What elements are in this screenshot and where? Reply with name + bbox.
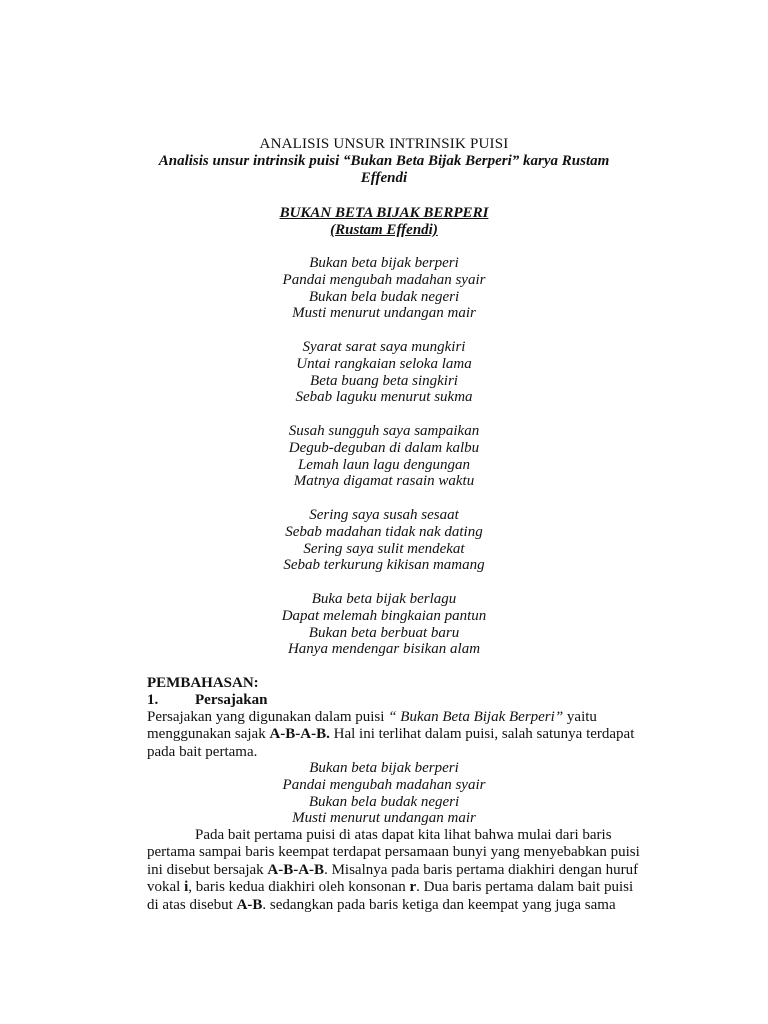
intro-paragraph — [147, 709, 657, 761]
rhyme-scheme: A-B — [236, 896, 263, 913]
poem-stanza-4 — [0, 507, 768, 574]
poem-line: Bukan beta berbuat baru — [308, 624, 460, 641]
text-run: Persajakan yang digunakan dalam puisi — [147, 709, 389, 725]
poem-line: Pandai mengubah madahan syair — [282, 271, 486, 288]
poem-line: Syarat sarat saya mungkiri — [302, 339, 466, 355]
document-title: ANALISIS UNSUR INTRINSIK PUISI — [259, 136, 509, 152]
quoted-stanza — [0, 760, 768, 827]
discussion-heading: PEMBAHASAN: — [147, 675, 259, 691]
paragraph-line — [147, 897, 657, 914]
section-heading-persajakan — [147, 692, 268, 709]
poem-line: Bukan beta bijak berperi — [309, 255, 459, 271]
poem-title-reference: “ Bukan Beta Bijak Berperi” — [388, 709, 564, 725]
rhyme-scheme: A-B-A-B. — [269, 726, 330, 743]
text-run: . Misalnya pada baris pertama diakhiri dengan huruf — [324, 861, 639, 878]
poem-line: Degub-deguban di dalam kalbu — [288, 439, 480, 456]
text-run: Hal ini terlihat dalam puisi, salah satunya terdapat — [329, 726, 635, 743]
document-subtitle: Analisis unsur intrinsik puisi “Bukan Beta Bijak Berperi” karya Rustam Effendi — [158, 153, 610, 186]
poem-author: (Rustam Effendi) — [330, 222, 438, 238]
emphasis-letter: r — [409, 879, 417, 896]
paragraph-line — [147, 726, 657, 743]
poem-line: Sebab terkurung kikisan mamang — [283, 557, 485, 574]
poem-line: Hanya mendengar bisikan alam — [287, 641, 481, 658]
poem-line: Pandai mengubah madahan syair — [282, 776, 486, 793]
paragraph-line: pada bait pertama. — [147, 743, 258, 760]
paragraph-line — [147, 709, 657, 726]
poem-line: Bukan beta bijak berperi — [309, 760, 459, 776]
text-run: menggunakan sajak — [147, 726, 270, 743]
poem-line: Musti menurut undangan mair — [292, 810, 476, 827]
text-run: , baris kedua diakhiri oleh konsonan — [188, 879, 410, 896]
poem-line: Susah sungguh saya sampaikan — [288, 423, 480, 439]
rhyme-scheme: A-B-A-B — [267, 861, 325, 878]
paragraph-line: pertama sampai baris keempat terdapat persamaan bunyi yang menyebabkan puisi — [147, 844, 640, 861]
poem-line: Musti menurut undangan mair — [292, 305, 476, 322]
text-run: . Dua baris pertama dalam bait puisi — [416, 879, 634, 896]
text-run: ini disebut bersajak — [147, 861, 268, 878]
poem-line: Bukan bela budak negeri — [308, 793, 460, 810]
emphasis-letter: i — [184, 879, 189, 896]
text-run: yaitu — [563, 709, 597, 725]
paragraph-line — [147, 862, 657, 879]
paragraph-line — [147, 879, 657, 896]
poem-line: Lemah laun lagu dengungan — [297, 456, 471, 473]
poem-line: Bukan bela budak negeri — [308, 288, 460, 305]
poem-line: Dapat melemah bingkaian pantun — [281, 607, 487, 624]
poem-line: Sering saya susah sesaat — [309, 507, 459, 523]
section-number: 1. — [147, 692, 159, 708]
body-paragraph — [147, 827, 657, 914]
poem-line: Matnya digamat rasain waktu — [293, 473, 475, 490]
poem-stanza-3 — [0, 423, 768, 490]
poem-line: Untai rangkaian seloka lama — [296, 355, 472, 372]
poem-stanza-5 — [0, 591, 768, 658]
section-title: Persajakan — [195, 692, 268, 708]
poem-line: Sebab madahan tidak nak dating — [285, 523, 483, 540]
poem-stanza-1 — [0, 255, 768, 322]
text-run: di atas disebut — [147, 896, 237, 913]
text-run: . sedangkan pada baris ketiga dan keempat yang juga sama — [262, 896, 616, 913]
poem-stanza-2 — [0, 339, 768, 406]
poem-line: Sebab laguku menurut sukma — [295, 389, 473, 406]
poem-title: BUKAN BETA BIJAK BERPERI — [279, 205, 489, 221]
poem-line: Sering saya sulit mendekat — [303, 540, 465, 557]
poem-line: Buka beta bijak berlagu — [311, 591, 457, 607]
paragraph-line: Pada bait pertama puisi di atas dapat kita lihat bahwa mulai dari baris — [195, 827, 612, 843]
text-run: vokal — [147, 879, 185, 896]
poem-line: Beta buang beta singkiri — [310, 372, 458, 389]
